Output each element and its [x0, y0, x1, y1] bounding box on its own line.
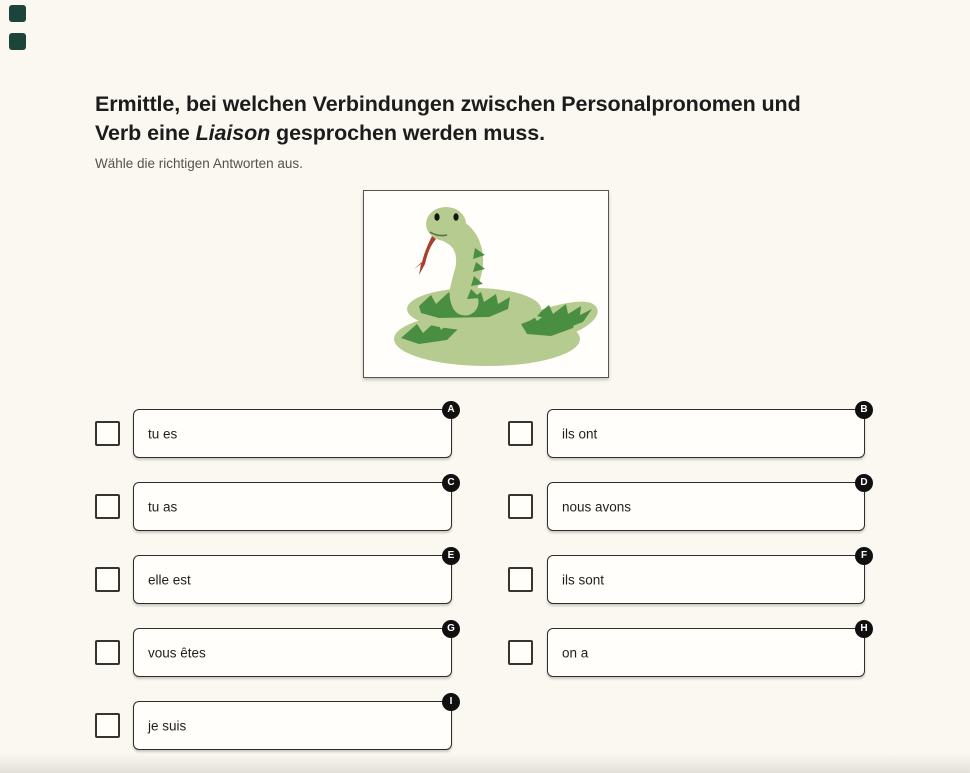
exercise-title	[95, 90, 845, 148]
option-box[interactable]	[133, 623, 455, 677]
option-box[interactable]	[133, 477, 455, 531]
title-italic-term: Liaison	[195, 121, 271, 145]
option-label: tu es	[148, 426, 178, 441]
option-box[interactable]	[133, 404, 455, 458]
option-box[interactable]	[547, 404, 868, 458]
answer-checkbox[interactable]	[95, 713, 120, 738]
illustration-card	[363, 190, 609, 378]
answer-checkbox[interactable]	[508, 640, 533, 665]
option-letter-badge: C	[442, 474, 460, 492]
option-label: nous avons	[562, 499, 632, 514]
answer-checkbox[interactable]	[95, 494, 120, 519]
answer-checkbox[interactable]	[95, 567, 120, 592]
title-text: gesprochen werden muss.	[270, 121, 545, 145]
option-box[interactable]	[547, 623, 868, 677]
option-label: tu as	[148, 499, 178, 514]
answer-row	[95, 404, 455, 458]
corner-square-icon	[9, 5, 26, 22]
option-box[interactable]	[133, 696, 453, 750]
option-letter-badge: H	[855, 620, 873, 638]
answer-checkbox[interactable]	[95, 421, 120, 446]
bottom-shadow	[0, 753, 970, 773]
snake-illustration	[371, 196, 601, 372]
corner-square-icon	[9, 33, 26, 50]
answer-checkbox[interactable]	[95, 640, 120, 665]
option-letter-badge: A	[442, 401, 460, 419]
answer-checkbox[interactable]	[508, 494, 533, 519]
answer-checkbox[interactable]	[508, 421, 533, 446]
option-box[interactable]	[547, 550, 868, 604]
option-letter-badge: G	[442, 620, 460, 638]
answer-row	[95, 550, 455, 604]
option-label: vous êtes	[148, 645, 206, 660]
option-box[interactable]	[547, 477, 868, 531]
option-box[interactable]	[133, 550, 455, 604]
answer-row	[508, 477, 868, 531]
option-label: je suis	[148, 718, 187, 733]
option-label: ils ont	[562, 426, 598, 441]
option-letter-badge: F	[855, 547, 873, 565]
option-label: ils sont	[562, 572, 605, 587]
answer-row	[508, 623, 868, 677]
option-label: elle est	[148, 572, 191, 587]
exercise-subtitle: Wähle die richtigen Antworten aus.	[95, 156, 303, 171]
answer-row	[508, 404, 868, 458]
answer-row	[95, 477, 455, 531]
answer-row	[95, 696, 453, 750]
option-label: on a	[562, 645, 589, 660]
option-letter-badge: D	[855, 474, 873, 492]
option-letter-badge: B	[855, 401, 873, 419]
answer-row	[508, 550, 868, 604]
answer-checkbox[interactable]	[508, 567, 533, 592]
header	[95, 90, 845, 171]
option-letter-badge: I	[442, 693, 460, 711]
answer-row	[95, 623, 455, 677]
title-text: Ermittle, bei welchen Verbindungen zwischen Personalpronomen und Verb eine	[95, 92, 801, 145]
option-letter-badge: E	[442, 547, 460, 565]
